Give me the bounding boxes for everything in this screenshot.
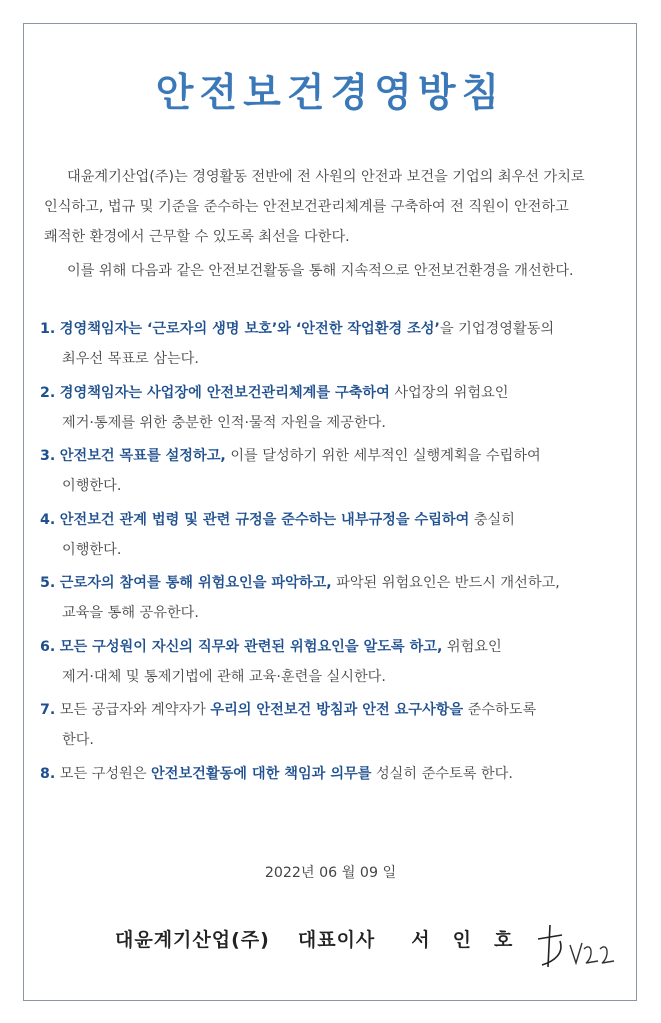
- policy-item-line-1: [40, 568, 630, 598]
- policy-item-text: 준수하도록: [463, 702, 537, 718]
- policy-item-emphasis: 모든 구성원이 자신의 직무와 관련된 위험요인을 알도록 하고,: [59, 638, 443, 655]
- policy-item-emphasis: 안전보건 목표를 설정하고,: [59, 448, 226, 464]
- intro-line-1: 대윤계기산업(주)는 경영활동 전반에 전 사원의 안전과 보건을 기업의 최우선 가치로: [67, 169, 585, 185]
- policy-item-number: 3.: [40, 448, 56, 464]
- policy-item-text: 파악된 위험요인은 반드시 개선하고,: [331, 575, 560, 591]
- policy-item-emphasis: 근로자의 참여를 통해 위험요인을 파악하고,: [59, 575, 332, 591]
- policy-item-number: 2.: [40, 384, 56, 401]
- policy-item-text: 성실히 준수토록 한다.: [371, 765, 513, 782]
- policy-item-emphasis: 경영책임자는 사업장에 안전보건관리체계를 구축하여: [59, 384, 390, 401]
- policy-item-line-1: [40, 314, 630, 344]
- intro-statement: 이를 위해 다음과 같은 안전보건활동을 통해 지속적으로 안전보건환경을 개선한다.: [67, 263, 574, 279]
- intro-line-3: 쾌적한 환경에서 근무할 수 있도록 최선을 다한다.: [44, 229, 350, 245]
- policy-item-text: 을 기업경영활동의: [439, 321, 555, 337]
- policy-item-line-1: [40, 632, 630, 662]
- policy-item-number: 5.: [40, 575, 56, 591]
- policy-item: [40, 759, 630, 789]
- policy-item-text: 사업장의 위험요인: [389, 384, 509, 401]
- policy-item-number: 6.: [40, 638, 56, 655]
- policy-item-number: 8.: [40, 765, 56, 782]
- policy-item-line-1: [40, 505, 630, 535]
- policy-item: [40, 505, 630, 565]
- policy-item-number: 7.: [40, 702, 56, 718]
- signature-line: [115, 925, 535, 952]
- policy-item-line-2: 최우선 목표로 삼는다.: [62, 351, 199, 367]
- name-char: 호: [494, 929, 514, 951]
- policy-list: [40, 314, 630, 792]
- policy-item-text: 모든 공급자와 계약자가: [59, 702, 211, 718]
- policy-item-line-1: [40, 759, 630, 789]
- document-date: 2022년 06 월 09 일: [264, 865, 397, 881]
- policy-item: [40, 378, 630, 438]
- policy-item: [40, 632, 630, 692]
- policy-item-emphasis: 경영책임자는 ‘근로자의 생명 보호’와 ‘안전한 작업환경 조성’: [59, 321, 440, 337]
- policy-item: [40, 568, 630, 628]
- policy-item-line-2: 이행한다.: [62, 478, 122, 494]
- policy-item: [40, 695, 630, 755]
- policy-item-line-2: 한다.: [62, 732, 94, 748]
- policy-item-line-1: [40, 441, 630, 471]
- policy-item-text: 이를 달성하기 위한 세부적인 실행계획을 수립하여: [225, 448, 541, 464]
- policy-item-line-1: [40, 378, 630, 408]
- handwritten-signature: [520, 905, 620, 985]
- policy-item-number: 4.: [40, 511, 56, 528]
- policy-item-line-2: 교육을 통해 공유한다.: [62, 605, 199, 621]
- policy-item-emphasis: 안전보건 관계 법령 및 관련 규정을 준수하는 내부규정을 수립하여: [59, 511, 470, 528]
- intro-line-2: 인식하고, 법규 및 기준을 준수하는 안전보건관리체계를 구축하여 전 직원이 안전하고: [44, 199, 569, 215]
- policy-item-line-2: 제거·대체 및 통제기법에 관해 교육·훈련을 실시한다.: [62, 668, 386, 685]
- policy-item-line-1: [40, 695, 630, 725]
- policy-item-text: 위험요인: [442, 638, 502, 655]
- policy-item-line-2: 제거·통제를 위한 충분한 인적·물적 자원을 제공한다.: [62, 414, 386, 431]
- document-title: 안전보건경영방침: [155, 71, 506, 116]
- policy-item-line-2: 이행한다.: [62, 541, 122, 558]
- name-char: 서: [411, 929, 431, 951]
- representative-name: [411, 929, 535, 951]
- policy-item-number: 1.: [40, 321, 56, 337]
- policy-item-text: 충실히: [469, 511, 515, 528]
- intro-paragraph: [44, 162, 624, 252]
- name-char: 인: [452, 929, 472, 951]
- policy-item-emphasis: 우리의 안전보건 방침과 안전 요구사항을: [210, 702, 464, 718]
- policy-item: [40, 314, 630, 374]
- policy-item-emphasis: 안전보건활동에 대한 책임과 의무를: [151, 765, 372, 782]
- policy-item: [40, 441, 630, 501]
- company-name: 대윤계기산업(주): [115, 929, 270, 951]
- policy-item-text: 모든 구성원은: [59, 765, 152, 782]
- representative-title: 대표이사: [297, 929, 376, 951]
